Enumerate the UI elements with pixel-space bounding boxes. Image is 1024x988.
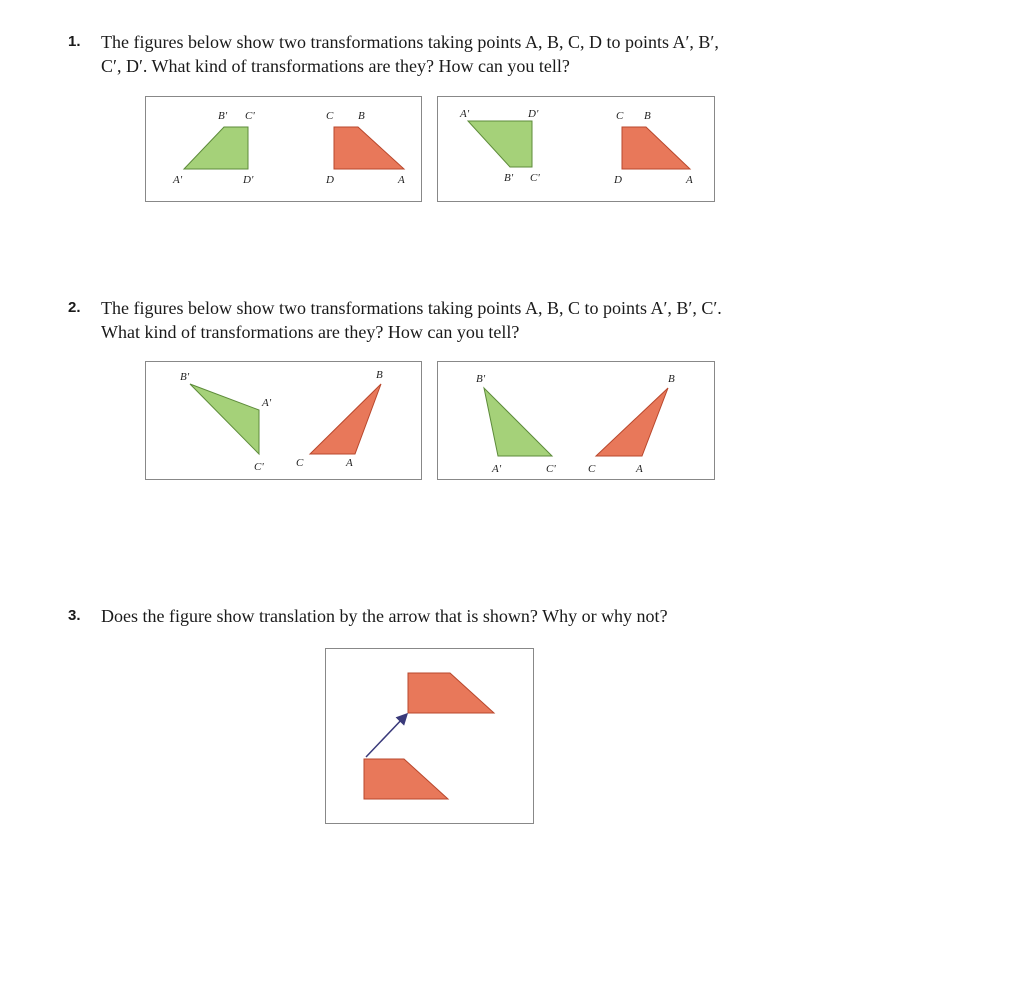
figure-2b bbox=[437, 361, 715, 480]
point-label: D' bbox=[243, 174, 254, 186]
problem-3 bbox=[68, 604, 828, 628]
problem-number: 1. bbox=[68, 33, 81, 50]
figure-1a-svg bbox=[146, 97, 421, 201]
green-triangle bbox=[484, 388, 552, 456]
problem-text bbox=[101, 296, 828, 344]
point-label: B bbox=[668, 373, 675, 385]
figure-1b-svg bbox=[438, 97, 714, 201]
point-label: A' bbox=[460, 108, 470, 120]
point-label: B' bbox=[476, 373, 486, 385]
point-label: C' bbox=[254, 461, 264, 473]
point-label: B bbox=[376, 369, 383, 381]
point-label: A bbox=[636, 463, 643, 475]
point-label: C bbox=[588, 463, 596, 475]
point-label: D bbox=[326, 174, 334, 186]
problem-text bbox=[101, 604, 828, 628]
problem-text-line: The figures below show two transformations taking points A, B, C to points A′, B′, C′. bbox=[101, 298, 722, 318]
figure-2a bbox=[145, 361, 422, 480]
point-label: A bbox=[686, 174, 693, 186]
green-trapezoid bbox=[184, 127, 248, 169]
red-triangle bbox=[310, 384, 381, 454]
point-label: B' bbox=[180, 371, 190, 383]
red-trapezoid bbox=[334, 127, 404, 169]
point-label: D' bbox=[528, 108, 539, 120]
point-label: D bbox=[614, 174, 622, 186]
red-trapezoid-top bbox=[408, 673, 494, 713]
red-trapezoid bbox=[622, 127, 690, 169]
point-label: A bbox=[398, 174, 405, 186]
problem-text bbox=[101, 30, 828, 78]
point-label: A' bbox=[262, 397, 272, 409]
point-label: C bbox=[326, 110, 334, 122]
red-trapezoid-bottom bbox=[364, 759, 448, 799]
problem-text-line: The figures below show two transformations taking points A, B, C, D to points A′, B′, bbox=[101, 32, 719, 52]
figure-2a-svg bbox=[146, 362, 421, 479]
point-label: A' bbox=[173, 174, 183, 186]
figure-3 bbox=[325, 648, 534, 824]
problem-text-line: C′, D′. What kind of transformations are they? How can you tell? bbox=[101, 56, 570, 76]
point-label: C bbox=[616, 110, 624, 122]
point-label: C bbox=[296, 457, 304, 469]
point-label: B' bbox=[504, 172, 514, 184]
translation-arrow bbox=[366, 715, 406, 757]
point-label: A' bbox=[492, 463, 502, 475]
green-triangle bbox=[190, 384, 259, 454]
problem-number: 3. bbox=[68, 607, 81, 624]
problem-number: 2. bbox=[68, 299, 81, 316]
figure-1b bbox=[437, 96, 715, 202]
figure-2b-svg bbox=[438, 362, 714, 479]
problem-text-line: Does the figure show translation by the arrow that is shown? Why or why not? bbox=[101, 606, 668, 626]
problem-text-line: What kind of transformations are they? How can you tell? bbox=[101, 322, 520, 342]
figure-1a bbox=[145, 96, 422, 202]
point-label: B bbox=[644, 110, 651, 122]
point-label: C' bbox=[530, 172, 540, 184]
problem-2 bbox=[68, 296, 828, 344]
point-label: C' bbox=[245, 110, 255, 122]
point-label: B' bbox=[218, 110, 228, 122]
red-triangle bbox=[596, 388, 668, 456]
point-label: A bbox=[346, 457, 353, 469]
green-trapezoid bbox=[468, 121, 532, 167]
point-label: B bbox=[358, 110, 365, 122]
point-label: C' bbox=[546, 463, 556, 475]
figure-3-svg bbox=[326, 649, 533, 823]
problem-1 bbox=[68, 30, 828, 78]
